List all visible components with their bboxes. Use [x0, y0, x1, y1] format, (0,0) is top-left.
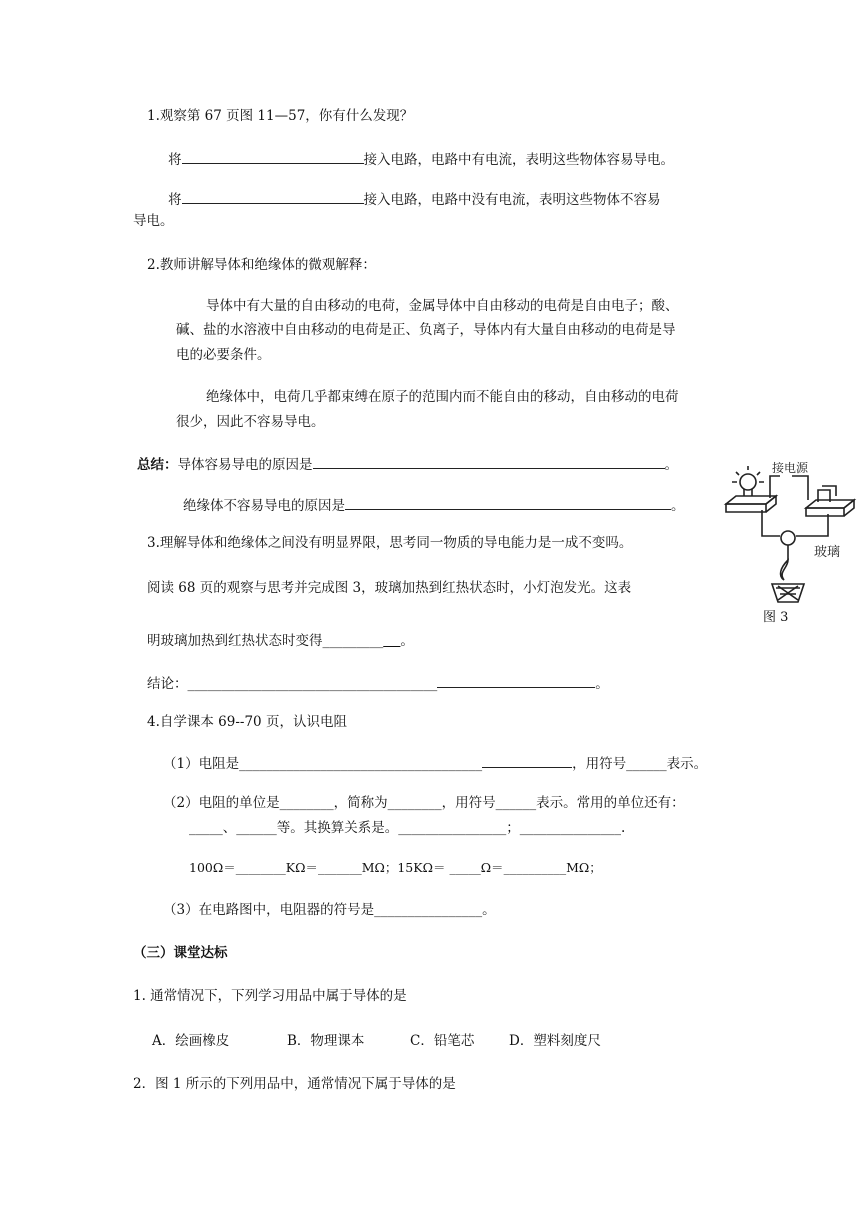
q1-line1-suffix: 接入电路，电路中有电流，表明这些物体容易导电。: [363, 152, 674, 168]
q4-item2-mid1: ，简称为: [333, 795, 388, 811]
summary-line2-end: 。: [671, 498, 685, 514]
summary-line1: [137, 453, 678, 475]
q4-item2-mid2: ，用符号: [441, 795, 496, 811]
q4-conv-part2: KΩ＝: [285, 860, 318, 875]
figure-label-glass: 玻璃: [814, 545, 841, 560]
summary-blank2[interactable]: [345, 494, 671, 510]
q4-item3: [163, 900, 496, 920]
q4-item2-cont: [189, 818, 625, 838]
section-title: （三）课堂达标: [133, 945, 228, 961]
q3-line2-text: 明玻璃加热到红热状态时变得: [147, 633, 323, 649]
q4-conv-part5: MΩ；: [566, 860, 602, 875]
q4-unit-text: 等。其换算关系是。: [276, 820, 399, 836]
q1-line2-suffix: 接入电路，电路中没有电流，表明这些物体不容易: [363, 192, 661, 208]
q4-item2-end: 表示。常用的单位还有：: [536, 795, 685, 811]
q4-relation-blank2[interactable]: _______________: [519, 820, 621, 836]
q3-conclusion-blank[interactable]: _____________________________________: [187, 676, 438, 692]
q4-unit-blank1[interactable]: _____: [189, 820, 223, 836]
q4-conv-blank1[interactable]: ________: [235, 860, 286, 875]
q4-relation-blank1[interactable]: ________________: [398, 820, 507, 836]
circuit-diagram: [718, 456, 860, 606]
bulb-icon: [740, 474, 756, 490]
q3-line2: [147, 631, 414, 651]
q3-conclusion: [147, 672, 609, 694]
q1-title: 1.观察第 67 页图 11—57，你有什么发现？: [147, 108, 414, 124]
q4-item3-end: 。: [482, 902, 496, 918]
q4-item1-text: （1）电阻是: [163, 756, 240, 772]
ex1-option-b[interactable]: B．物理课本: [287, 1033, 365, 1049]
q3-conclusion-label: 结论：: [147, 676, 188, 692]
q2-p1-line2: 碱、盐的水溶液中自由移动的电荷是正、负离子，导体内有大量自由移动的电荷是导: [176, 322, 676, 338]
q4-conv-part3: MΩ；15KΩ＝: [361, 860, 450, 875]
q3-line1: 阅读 68 页的观察与思考并完成图 3，玻璃加热到红热状态时，小灯泡发光。这表: [147, 580, 632, 596]
q4-item1: [163, 752, 707, 774]
q4-item1-mid: ，用符号: [572, 756, 627, 772]
q3-conclusion-end: 。: [595, 676, 609, 692]
summary-line2: [183, 494, 685, 516]
q4-item1-end: 表示。: [666, 756, 708, 772]
q1-line1-prefix: 将: [168, 152, 182, 168]
q4-conv-blank3[interactable]: _____: [449, 860, 481, 875]
glass-clamp-icon: [781, 531, 795, 545]
summary-line1-text: 导体容易导电的原因是: [177, 457, 313, 473]
q3-line2-end: 。: [400, 633, 414, 649]
figure-3: [718, 456, 860, 631]
ex1-option-c[interactable]: C．铅笔芯: [410, 1033, 475, 1049]
q4-unit-blank2[interactable]: ______: [236, 820, 277, 836]
q4-unit-sep: 、: [222, 820, 237, 836]
q3-blank-underline: [383, 633, 400, 649]
q4-item1-line: [482, 752, 572, 768]
q4-item1-blank[interactable]: ____________________________________: [239, 756, 483, 772]
q4-relation-sep: ；: [506, 820, 520, 836]
summary-line1-end: 。: [664, 457, 678, 473]
q4-item3-blank[interactable]: ________________: [374, 902, 483, 918]
figure-caption: 图 3: [763, 610, 789, 625]
q1-line2-cont: 导电。: [133, 213, 174, 229]
q2-p1-line3: 电的必要条件。: [176, 347, 271, 363]
figure-label-power: 接电源: [772, 461, 809, 475]
q1-blank2[interactable]: [182, 188, 364, 204]
summary-blank1[interactable]: [313, 453, 665, 469]
q4-conversion: [189, 858, 602, 878]
q4-item3-text: （3）在电路图中，电阻器的符号是: [163, 902, 375, 918]
q2-p2-line1: 绝缘体中，电荷几乎都束缚在原子的范围内而不能自由的移动，自由移动的电荷: [206, 389, 679, 405]
q4-conv-blank2[interactable]: _______: [317, 860, 362, 875]
q1-line1: [168, 148, 674, 170]
ex1-option-a[interactable]: A．绘画橡皮: [152, 1033, 230, 1049]
q2-p1-line1: 导体中有大量的自由移动的电荷，金属导体中自由移动的电荷是自由电子；酸、: [206, 298, 679, 314]
q2-p2-line2: 很少，因此不容易导电。: [176, 414, 325, 430]
summary-label: 总结：: [137, 457, 178, 473]
q3-blank[interactable]: _________: [322, 633, 384, 649]
q4-item2-text: （2）电阻的单位是: [163, 795, 280, 811]
q4-conv-part1: 100Ω＝: [189, 860, 236, 875]
q3-conclusion-line: [437, 672, 595, 688]
ex1-option-d[interactable]: D．塑料刻度尺: [509, 1033, 601, 1049]
ex1-title: 1. 通常情况下，下列学习用品中属于导体的是: [133, 988, 407, 1004]
q1-blank1[interactable]: [182, 148, 364, 164]
q4-conv-part4: Ω＝: [480, 860, 504, 875]
q2-title: 2.教师讲解导体和绝缘体的微观解释：: [147, 257, 376, 273]
q4-item2-blank1[interactable]: ________: [279, 795, 334, 811]
q3-title: 3.理解导体和绝缘体之间没有明显界限，思考同一物质的导电能力是一成不变吗。: [147, 535, 633, 551]
q1-line2-prefix: 将: [168, 192, 182, 208]
q1-line2: [168, 188, 661, 210]
q4-conv-blank4[interactable]: __________: [503, 860, 567, 875]
q4-item2: [163, 793, 685, 813]
flame-icon: [781, 560, 788, 580]
summary-line2-text: 绝缘体不容易导电的原因是: [183, 498, 345, 514]
q4-relation-end: .: [621, 820, 626, 836]
q4-item1-symbol-blank[interactable]: ______: [626, 756, 667, 772]
q4-item2-blank3[interactable]: ______: [495, 795, 537, 811]
q4-item2-blank2[interactable]: ________: [387, 795, 442, 811]
ex2-title: 2．图 1 所示的下列用品中，通常情况下属于导体的是: [133, 1076, 456, 1092]
q4-title: 4.自学课本 69--70 页，认识电阻: [147, 714, 347, 730]
